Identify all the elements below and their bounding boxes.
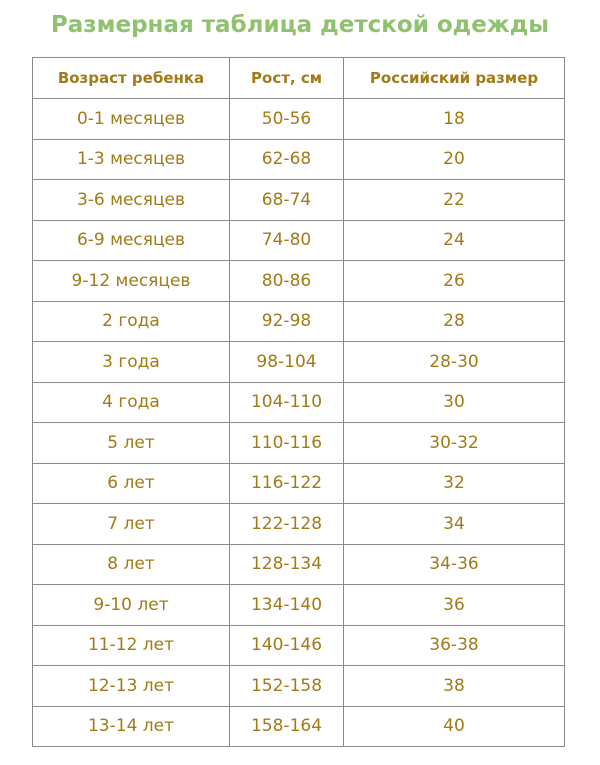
cell-size: 28-30 [344,342,565,383]
cell-height: 122-128 [230,504,344,545]
table-row [33,139,565,180]
cell-height: 50-56 [230,99,344,140]
table-row [33,180,565,221]
table-row [33,585,565,626]
cell-size: 28 [344,301,565,342]
cell-height: 62-68 [230,139,344,180]
cell-size: 40 [344,706,565,747]
table-row [33,625,565,666]
cell-height: 92-98 [230,301,344,342]
cell-size: 32 [344,463,565,504]
cell-size: 20 [344,139,565,180]
cell-age: 3-6 месяцев [33,180,230,221]
header-russian-size: Российский размер [344,58,565,99]
cell-height: 104-110 [230,382,344,423]
table-row [33,666,565,707]
cell-height: 74-80 [230,220,344,261]
table-row [33,706,565,747]
cell-size: 30 [344,382,565,423]
cell-size: 18 [344,99,565,140]
cell-height: 128-134 [230,544,344,585]
size-table [32,57,565,747]
table-row [33,301,565,342]
cell-age: 6 лет [33,463,230,504]
table-row [33,463,565,504]
cell-age: 8 лет [33,544,230,585]
cell-age: 7 лет [33,504,230,545]
cell-height: 152-158 [230,666,344,707]
page-title: Размерная таблица детской одежды [50,12,550,38]
cell-age: 9-12 месяцев [33,261,230,302]
cell-height: 110-116 [230,423,344,464]
cell-age: 5 лет [33,423,230,464]
table-row [33,423,565,464]
cell-age: 11-12 лет [33,625,230,666]
cell-age: 2 года [33,301,230,342]
cell-height: 68-74 [230,180,344,221]
cell-age: 0-1 месяцев [33,99,230,140]
cell-size: 36 [344,585,565,626]
cell-size: 34-36 [344,544,565,585]
table-row [33,261,565,302]
cell-age: 1-3 месяцев [33,139,230,180]
cell-age: 3 года [33,342,230,383]
cell-height: 134-140 [230,585,344,626]
cell-age: 4 года [33,382,230,423]
cell-size: 24 [344,220,565,261]
table-row [33,99,565,140]
table-row [33,382,565,423]
cell-size: 22 [344,180,565,221]
table-row [33,220,565,261]
table-row [33,544,565,585]
cell-height: 116-122 [230,463,344,504]
cell-size: 36-38 [344,625,565,666]
cell-age: 12-13 лет [33,666,230,707]
cell-age: 9-10 лет [33,585,230,626]
cell-size: 26 [344,261,565,302]
cell-size: 38 [344,666,565,707]
cell-height: 140-146 [230,625,344,666]
header-age: Возраст ребенка [33,58,230,99]
table-row [33,504,565,545]
cell-height: 98-104 [230,342,344,383]
cell-size: 30-32 [344,423,565,464]
table-header-row [33,58,565,99]
cell-age: 6-9 месяцев [33,220,230,261]
cell-height: 158-164 [230,706,344,747]
cell-size: 34 [344,504,565,545]
header-height: Рост, см [230,58,344,99]
table-row [33,342,565,383]
cell-age: 13-14 лет [33,706,230,747]
cell-height: 80-86 [230,261,344,302]
